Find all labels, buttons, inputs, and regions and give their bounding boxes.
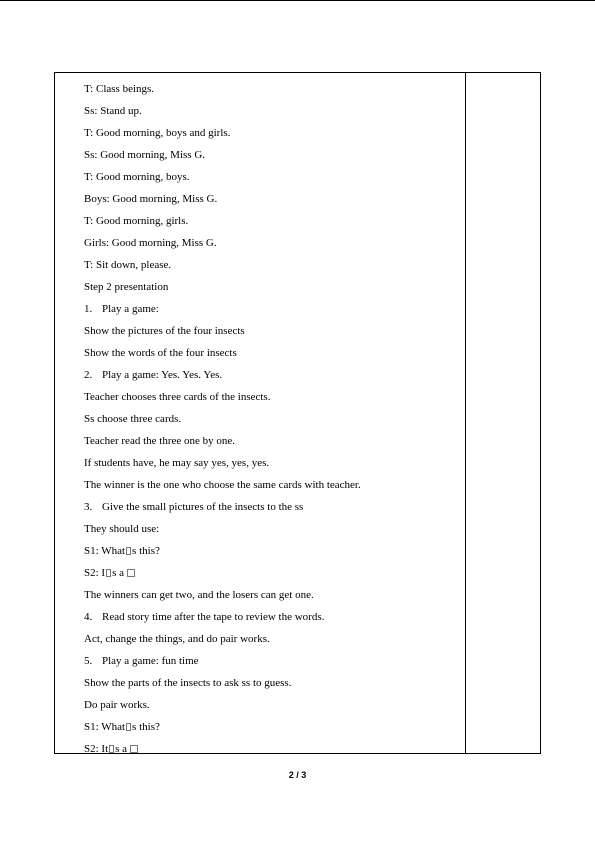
numbered-item [84,298,459,320]
item-number: 4. [84,611,93,623]
missing-glyph-icon [109,745,114,753]
item-number: 1. [84,303,93,315]
text-line: Show the words of the four insects [84,347,237,359]
dialogue-line [84,540,459,562]
missing-glyph-icon [126,547,131,555]
section-heading: Step 2 presentation [84,281,169,293]
text-line: The winners can get two, and the losers can get one. [84,589,314,601]
item-text: Give the small pictures of the insects to the ss [102,501,304,513]
dialogue-text: s this? [132,721,160,733]
text-line: T: Class beings. [84,83,155,95]
item-text: Play a game: Yes. Yes. Yes. [102,369,223,381]
dialogue-text: s a [115,743,128,755]
item-text: Play a game: [102,303,159,315]
text-line: Boys: Good morning, Miss G. [84,193,218,205]
text-line: T: Good morning, girls. [84,215,189,227]
text-line: Girls: Good morning, Miss G. [84,237,217,249]
text-line: Teacher chooses three cards of the insects. [84,391,271,403]
numbered-item [84,364,459,386]
numbered-item [84,496,459,518]
item-number: 5. [84,655,93,667]
dialogue-text: s a [112,567,125,579]
dialogue-line [84,716,459,738]
numbered-item [84,650,459,672]
page-number: 2 / 3 [288,770,307,780]
text-line: Ss: Good morning, Miss G. [84,149,206,161]
item-text: Play a game: fun time [102,655,199,667]
numbered-item [84,606,459,628]
item-number: 3. [84,501,93,513]
dialogue-line [84,738,459,760]
text-line: They should use: [84,523,160,535]
text-line: Do pair works. [84,699,150,711]
dialogue-text: S2: I [84,567,106,579]
text-line: If students have, he may say yes, yes, yes. [84,457,270,469]
text-line: Ss choose three cards. [84,413,182,425]
text-line: Show the pictures of the four insects [84,325,245,337]
item-text: Read story time after the tape to review the words. [102,611,325,623]
text-line: T: Sit down, please. [84,259,172,271]
text-line: The winner is the one who choose the same cards with teacher. [84,479,361,491]
dialogue-line [84,562,459,584]
dialogue-text: S1: What [84,545,126,557]
dialogue-text: S2: It [84,743,109,755]
text-line: Show the parts of the insects to ask ss to guess. [84,677,292,689]
text-line: T: Good morning, boys. [84,171,190,183]
text-line: Teacher read the three one by one. [84,435,236,447]
item-number: 2. [84,369,93,381]
missing-glyph-icon [127,569,135,577]
missing-glyph-icon [130,745,138,753]
text-line: Act, change the things, and do pair works. [84,633,270,645]
missing-glyph-icon [106,569,111,577]
text-line: T: Good morning, boys and girls. [84,127,231,139]
top-rule [0,0,595,1]
text-line: Ss: Stand up. [84,105,142,117]
lesson-content [84,78,459,760]
dialogue-text: S1: What [84,721,126,733]
column-divider [465,72,466,754]
dialogue-text: s this? [132,545,160,557]
missing-glyph-icon [126,723,131,731]
